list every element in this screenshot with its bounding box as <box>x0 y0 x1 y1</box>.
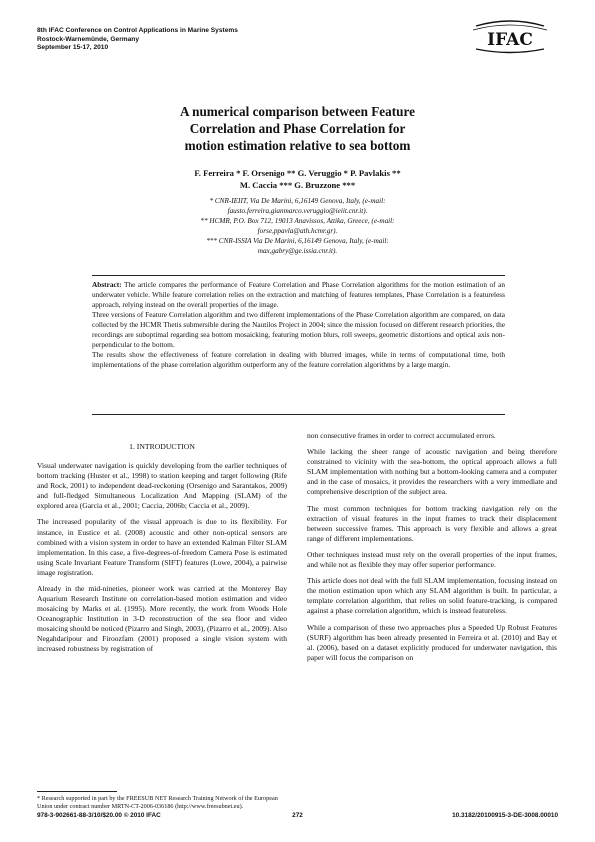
right-column <box>307 431 557 669</box>
affiliation-2: ** HCMR, P.O. Box 712, 19013 Anavissos, Attika, Greece, (e-mail: forse,ppavla@ath.hcmr.gr). <box>200 217 395 235</box>
conference-location: Rostock-Warnemünde, Germany <box>37 35 139 43</box>
funding-footnote: * Research supported in part by the FREESUB NET Research Training Network of the European Union under contract number MRTN-CT-2006-036186 (http://www.freesubnet.eu). <box>37 795 278 811</box>
paper-title <box>60 103 535 154</box>
left-column <box>37 442 287 660</box>
abstract-paragraph-3: The results show the effectiveness of feature correlation in dealing with blurred images, while in terms of computational time, both implementations of the phase correlation algorithm outperform any of the feature correlation algorithms by a large margin. <box>92 350 505 370</box>
doi-footer: 10.3182/20100915-3-DE-3008.00010 <box>452 812 558 819</box>
title-line-3: motion estimation relative to sea bottom <box>184 138 411 153</box>
logo-text: IFAC <box>487 30 533 50</box>
affiliation-1: * CNR-IEIIT, Via De Marini, 6,16149 Genova, Italy, (e-mail: fausto.ferreira,gianmarco.veruggio@ieiit.cnr.it). <box>209 197 386 215</box>
conference-header <box>37 27 238 53</box>
abstract-paragraph-1: Abstract: The article compares the performance of Feature Correlation and Phase Correlation algorithms for the motion estimation of an underwater vehicle. While feature correlation relies on the extraction and matching of features templates, Phase Correlation is a featureless approach, relying instead on the overall properties of the image. <box>92 280 505 310</box>
paragraph: The most common techniques for bottom tracking navigation rely on the extraction of visual features in the input frames to track their displacement between successive frames. This approach is very flexible and allows a great range of different implementations. <box>307 503 557 543</box>
authors-line-1: F. Ferreira * F. Orsenigo ** G. Veruggio * P. Pavlakis ** <box>194 168 401 178</box>
footnote-rule <box>37 791 117 792</box>
conference-name: 8th IFAC Conference on Control Applications in Marine Systems <box>37 27 238 34</box>
paragraph: While a comparison of these two approaches plus a Speeded Up Robust Features (SURF) algorithm has been already presented in Ferreira et al. (2010) and Bay et al. (2006), based on a dataset explicitly produced for underwater navigation, this paper will focus the comparison on <box>307 622 557 662</box>
section-heading-introduction: 1. INTRODUCTION <box>129 442 195 451</box>
abstract <box>92 280 505 370</box>
paragraph: Visual underwater navigation is quickly developing from the earlier techniques of bottom tracking (Huster et al., 1998) to station keeping and target following (Rife and Rock, 2001) to independent dead-reckoning (Orsenigo and Sarantakos, 2009) and full-fledged Simultaneous Localization And Mapping (SLAM) of the explored area (Garcia et al., 2001; Caccia, 2006b; Caccia et al., 2009). <box>37 461 287 511</box>
paragraph: non consecutive frames in order to correct accumulated errors. <box>307 431 496 440</box>
affiliation-3: *** CNR-ISSIA Via De Marini, 6,16149 Genova, Italy, (e-mail: max,gabry@ge.issia.cnr.it). <box>206 237 389 255</box>
affiliations <box>110 196 485 256</box>
paragraph: Already in the mid-nineties, pioneer work was carried at the Monterey Bay Aquarium Research Institute on correlation-based motion estimation and video mosaicing by Marks et al. (1995). More recently, the work from Woods Hole Oceanographic Institution in 3-D reconstruction of the sea floor and video mosaicing should be noticed (Pizarro and Singh, 2003), (Pizarro et al., 2009). Also Negahdaripour and Firoozfam (2001) proposed a single vision system with increased robustness by registration of <box>37 583 287 654</box>
author-list <box>60 167 535 191</box>
ifac-logo-graphic <box>470 20 550 54</box>
abstract-top-rule <box>92 275 505 276</box>
isbn-footer: 978-3-902661-88-3/10/$20.00 © 2010 IFAC <box>37 812 161 819</box>
conference-dates: September 15-17, 2010 <box>37 44 109 52</box>
paragraph: While lacking the sheer range of acoustic navigation and being therefore constrained to vicinity with the sea-bottom, the optical approach allows a full SLAM implementation with nothing but a bottom-looking camera and a computer and in the case of mosaics, it provides the researchers with a very immediate and comprehensive description of the subject area. <box>307 447 557 497</box>
page-number: 272 <box>292 812 303 819</box>
paragraph: Other techniques instead must rely on the overall properties of the input frames, and while not as flexible they may offer superior performance. <box>307 550 557 570</box>
abstract-bottom-rule <box>92 414 505 415</box>
paragraph: The increased popularity of the visual approach is due to its flexibility. For instance, in Eustice et al. (2008) acoustic and other non-optical sensors are combined with a vision system in order to have an extended Kalman Filter SLAM implementation. In this case, a five-degrees-of-freedom Camera Pose is estimated using Scale Invariant Feature Transform (SIFT) features (Lowe, 2004), a pairwise image registration. <box>37 517 287 577</box>
abstract-label: Abstract: <box>92 280 122 289</box>
ifac-logo <box>470 20 550 54</box>
title-line-1: A numerical comparison between Feature <box>180 104 415 119</box>
authors-line-2: M. Caccia *** G. Bruzzone *** <box>239 180 356 190</box>
title-line-2: Correlation and Phase Correlation for <box>189 121 406 136</box>
abstract-paragraph-2: Three versions of Feature Correlation algorithm and two different implementations of the Phase Correlation algorithm are compared, on data collected by the HCMR Thetis submersible during the Nautilos Project in 2004; since the mission focused on different research priorities, the recordings are suboptimal regarding sea bottom mosaicking, featuring motion blurs, roll sweeps, geometric distortions and optical axis non-perpendicular to the bottom. <box>92 310 505 350</box>
paragraph: This article does not deal with the full SLAM implementation, focusing instead on the motion estimation upon which any SLAM algorithm is built. In particular, a template correlation algorithm, that relies on solid feature-tracking, is compared against a phase correlation algorithm, which is instead featureless. <box>307 576 557 616</box>
